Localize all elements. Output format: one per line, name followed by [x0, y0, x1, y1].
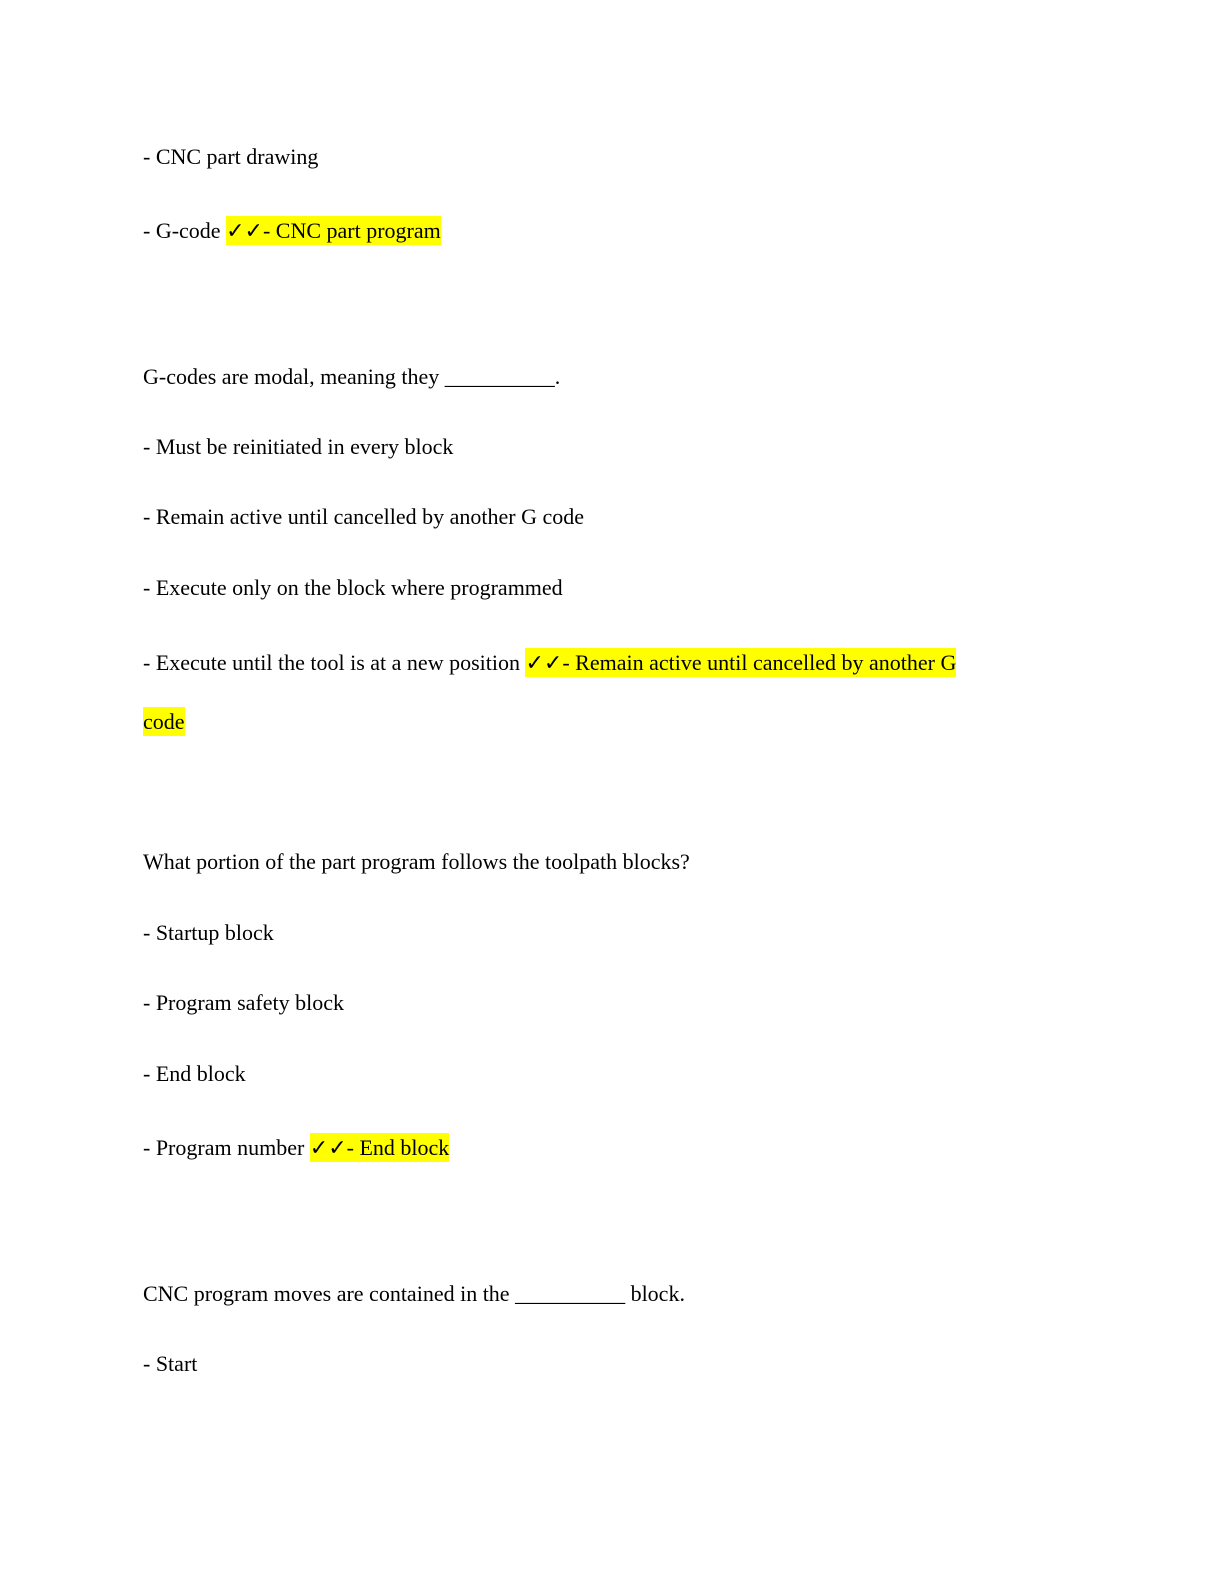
answer-continuation [143, 707, 185, 737]
option-text: - Must be reinitiated in every block [143, 434, 454, 459]
option-text: - CNC part drawing [143, 144, 319, 169]
option-with-answer [143, 648, 956, 678]
option-text: - Startup block [143, 920, 274, 945]
question-text: CNC program moves are contained in the __________ block. [143, 1281, 685, 1306]
answer-highlight: ✓✓- End block [309, 1135, 450, 1160]
option-text: - G-code [143, 218, 221, 243]
option-text: - Remain active until cancelled by another G code [143, 504, 585, 529]
option-text: - End block [143, 1061, 246, 1086]
option-text: - Execute until the tool is at a new position [143, 650, 520, 675]
option-with-answer [143, 216, 441, 246]
option-text: - Start [143, 1351, 198, 1376]
option-with-answer [143, 1133, 449, 1163]
answer-highlight: code [143, 709, 185, 734]
question-text: G-codes are modal, meaning they __________. [143, 364, 561, 389]
option-text: - Program safety block [143, 990, 344, 1015]
answer-highlight: ✓✓- Remain active until cancelled by another G [525, 650, 957, 675]
answer-highlight: ✓✓- CNC part program [226, 218, 441, 243]
question-text: What portion of the part program follows the toolpath blocks? [143, 849, 690, 874]
option-text: - Program number [143, 1135, 305, 1160]
option-text: - Execute only on the block where programmed [143, 575, 563, 600]
